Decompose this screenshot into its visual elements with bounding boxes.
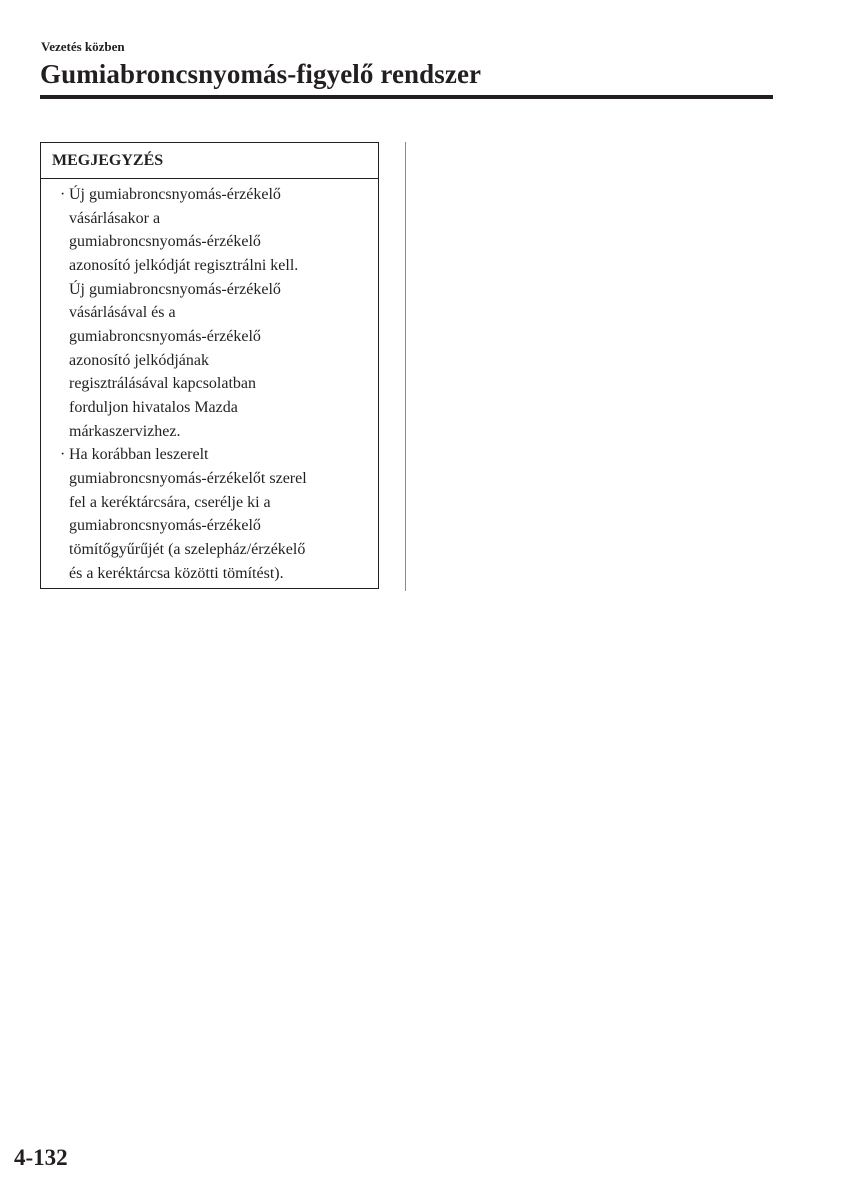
note-line: azonosító jelkódját regisztrálni kell. — [69, 256, 299, 274]
section-label: Vezetés közben — [41, 39, 125, 54]
note-line: márkaszervizhez. — [69, 422, 181, 440]
note-line: tömítőgyűrűjét (a szelepház/érzékelő — [69, 540, 306, 558]
page-title: Gumiabroncsnyomás-figyelő rendszer — [40, 59, 482, 89]
note-heading: MEGJEGYZÉS — [41, 143, 378, 179]
note-item — [41, 183, 378, 443]
note-line: fel a keréktárcsára, cserélje ki a — [69, 493, 271, 511]
note-line: gumiabroncsnyomás-érzékelőt szerel — [69, 469, 307, 487]
note-line: vásárlásával és a — [69, 304, 176, 322]
note-list — [41, 179, 378, 585]
note-line: vásárlásakor a — [69, 209, 161, 227]
note-line: és a keréktárcsa közötti tömítést). — [69, 564, 284, 582]
note-line: gumiabroncsnyomás-érzékelő — [69, 517, 261, 535]
bullet-icon: · — [60, 186, 66, 203]
column-divider — [405, 142, 406, 591]
note-line: gumiabroncsnyomás-érzékelő — [69, 327, 261, 345]
note-line: gumiabroncsnyomás-érzékelő — [69, 233, 261, 251]
note-line: regisztrálásával kapcsolatban — [69, 375, 257, 393]
page-number: 4-132 — [14, 1145, 68, 1170]
note-line: Új gumiabroncsnyomás-érzékelő — [69, 186, 281, 203]
note-item — [41, 443, 378, 585]
title-rule — [40, 95, 773, 99]
note-line: Új gumiabroncsnyomás-érzékelő — [69, 280, 281, 298]
note-line: forduljon hivatalos Mazda — [69, 398, 238, 416]
note-line: Ha korábban leszerelt — [69, 446, 209, 464]
note-box — [40, 142, 379, 589]
bullet-icon: · — [60, 446, 66, 464]
note-line: azonosító jelkódjának — [69, 351, 209, 369]
